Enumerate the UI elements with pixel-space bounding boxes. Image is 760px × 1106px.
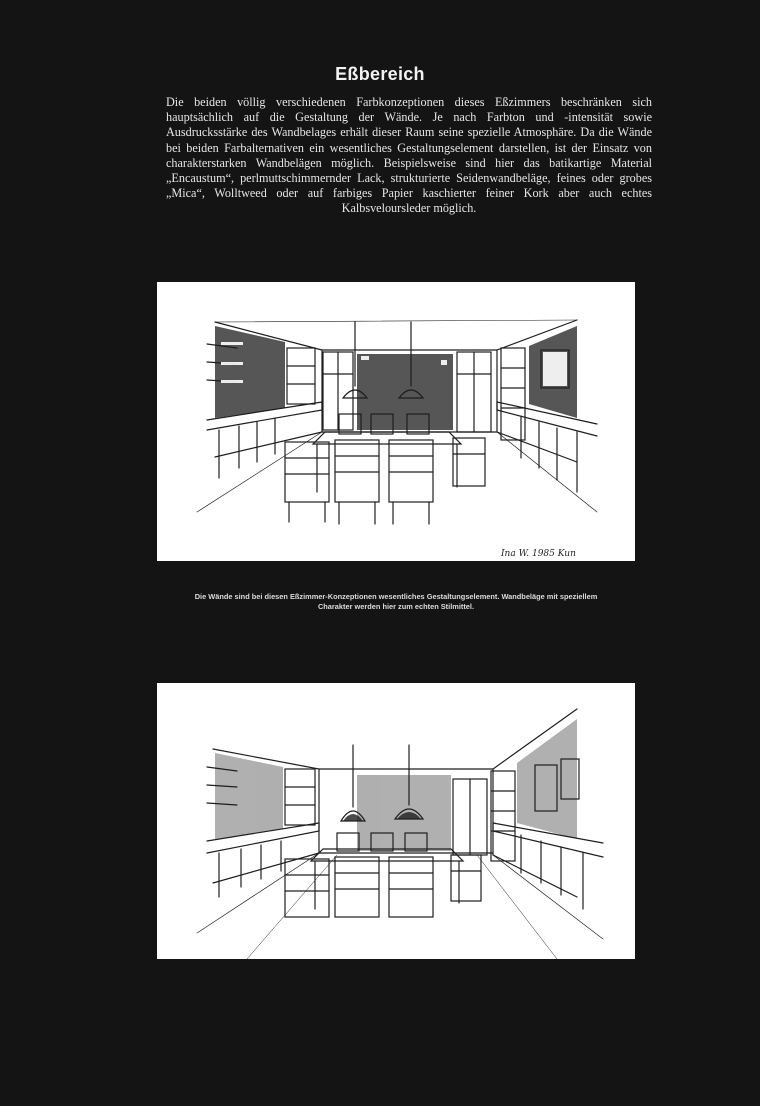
dining-room-sketch-1 (157, 282, 635, 561)
sketch-drawing-2 (157, 683, 635, 959)
sketch-drawing-1 (157, 282, 635, 561)
sketch-caption: Die Wände sind bei diesen Eßzimmer-Konzeptionen wesentliches Gestaltungselement. Wandbeläge mit speziellem Charakter werden hier zum echten Stilmittel. (194, 592, 598, 611)
sketch-signature: Ina W. 1985 Kun (501, 549, 576, 559)
page-title: Eßbereich (335, 64, 425, 84)
intro-paragraph: Die beiden völlig verschiedenen Farbkonzeptionen dieses Eßzimmers beschränken sich hauptsächlich auf die Gestaltung der Wände. Je nach Farbton und -intensität sowie Ausdrucksstärke des Wandbelages erhält dieser Raum seine spezielle Atmosphäre. Da die Wände bei beiden Farbalternativen ein wesentliches Gestaltungselement darstellen, ist der Einsatz von charakterstarken Wandbelägen möglich. Beispielsweise sind hier das batikartige Material „Encaustum“, perlmuttschimmernder Lack, strukturierte Seidenwandbeläge, feines oder grobes „Mica“, Wolltweed oder auf farbiges Papier kaschierter feiner Kork aber auch echtes Kalbsveloursleder möglich. (166, 95, 652, 216)
dining-room-sketch-2 (157, 683, 635, 959)
